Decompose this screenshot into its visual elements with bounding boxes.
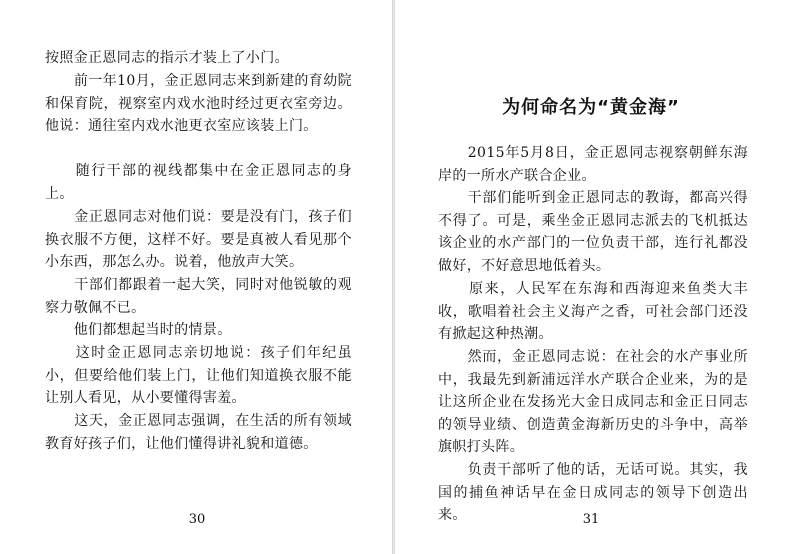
right-paragraph-3: 原来，人民军在东海和西海迎来鱼类大丰收，歌唱着社会主义海产之香，可社会部门还没有掀起这种热潮。 [438, 281, 748, 343]
section-heading: 为何命名为“黄金海” [502, 97, 680, 118]
left-paragraph-8: 这天，金正恩同志强调，在生活的所有领域教育好孩子们，让他们懂得讲礼貌和道德。 [45, 413, 352, 452]
left-paragraph-6: 他们都想起当时的情景。 [45, 322, 232, 338]
page-number-right: 31 [582, 512, 600, 527]
right-page [395, 0, 787, 554]
left-paragraph-2: 前一年10月，金正恩同志来到新建的育幼院和保育院，视察室内戏水池时经过更衣室旁边。他说：通往室内戏水池更衣室应该装上门。 [45, 73, 352, 135]
right-paragraph-5: 负责干部听了他的话，无话可说。其实，我国的捕鱼神话早在金日成同志的领导下创造出来。 [438, 462, 748, 524]
page-number-left: 30 [188, 512, 206, 527]
left-paragraph-1: 按照金正恩同志的指示才装上了小门。 [45, 50, 289, 66]
right-paragraph-4: 然而，金正恩同志说：在社会的水产事业所中，我最先到新浦远洋水产联合企业来，为的是让这所企业在发扬光大金日成同志和金正日同志的领导业绩、创造黄金海新历史的斗争中，高举旗帜打头阵。 [438, 349, 748, 456]
left-page [0, 0, 393, 554]
left-paragraph-5: 干部们都跟着一起大笑，同时对他锐敏的观察力敬佩不已。 [45, 277, 352, 316]
left-paragraph-7: 这时金正恩同志亲切地说：孩子们年纪虽小，但要给他们装上门，让他们知道换衣服不能让别人看见，从小要懂得害羞。 [45, 345, 352, 407]
right-paragraph-2: 干部们能听到金正恩同志的教诲，都高兴得不得了。可是，乘坐金正恩同志派去的飞机抵达该企业的水产部门的一位负责干部，连行礼都没做好，不好意思地低着头。 [438, 190, 748, 274]
right-paragraph-1: 2015年5月8日，金正恩同志视察朝鲜东海岸的一所水产联合企业。 [438, 145, 748, 184]
left-paragraph-3: 随行干部的视线都集中在金正恩同志的身上。 [45, 163, 352, 202]
left-paragraph-4: 金正恩同志对他们说：要是没有门，孩子们换衣服不方便，这样不好。要是真被人看见那个小东西，那怎么办。说着，他放声大笑。 [45, 209, 352, 271]
